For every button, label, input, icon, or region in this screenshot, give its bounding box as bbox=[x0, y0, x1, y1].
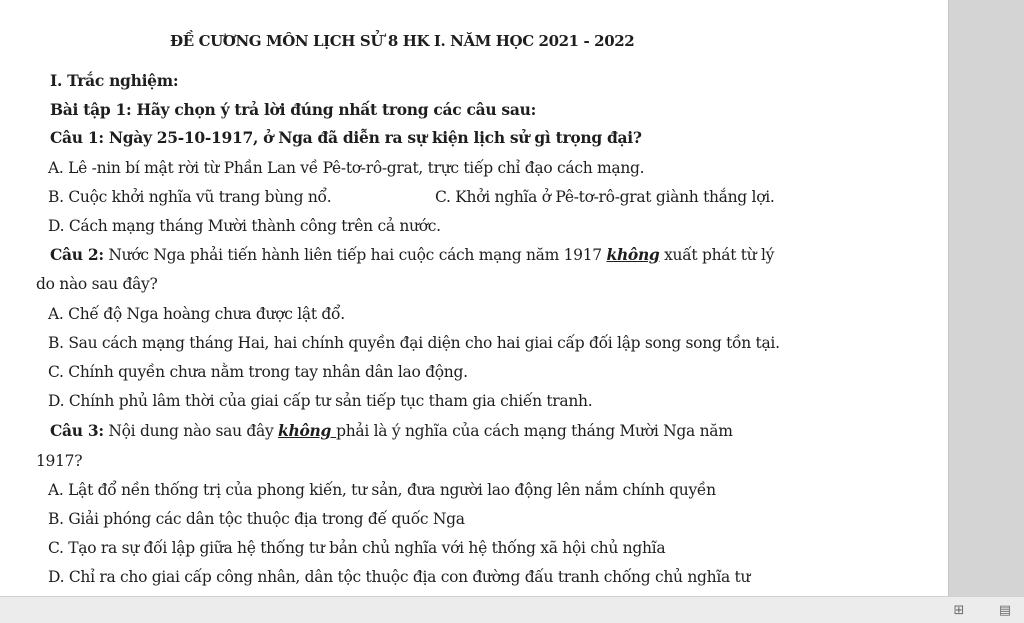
q3-option-b: B. Giải phóng các dân tộc thuộc địa trong đế quốc Nga bbox=[48, 510, 465, 528]
q2-option-c: C. Chính quyền chưa nằm trong tay nhân dân lao động. bbox=[48, 363, 468, 381]
q2-option-d: D. Chính phủ lâm thời của giai cấp tư sản tiếp tục tham gia chiến tranh. bbox=[48, 392, 593, 410]
q2-option-b: B. Sau cách mạng tháng Hai, hai chính quyền đại diện cho hai giai cấp đối lập song song tồn tại. bbox=[48, 334, 780, 352]
q3-emphasis: không bbox=[278, 421, 337, 440]
question-3 bbox=[50, 421, 733, 441]
status-bar bbox=[0, 596, 1024, 623]
q1-option-c: C. Khởi nghĩa ở Pê-tơ-rô-grat giành thắng lợi. bbox=[435, 188, 775, 206]
question-3-continued: 1917? bbox=[36, 452, 83, 470]
section-heading: I. Trắc nghiệm: bbox=[50, 71, 179, 90]
q3-text-post: phải là ý nghĩa của cách mạng tháng Mười Nga năm bbox=[336, 422, 733, 440]
q3-option-c: C. Tạo ra sự đối lập giữa hệ thống tư bản chủ nghĩa với hệ thống xã hội chủ nghĩa bbox=[48, 539, 666, 557]
q3-label: Câu 3: bbox=[50, 421, 104, 440]
exercise-heading: Bài tập 1: Hãy chọn ý trả lời đúng nhất trong các câu sau: bbox=[50, 100, 536, 119]
q1-option-a: A. Lê -nin bí mật rời từ Phần Lan về Pê-tơ-rô-grat, trực tiếp chỉ đạo cách mạng. bbox=[48, 159, 645, 177]
right-gutter bbox=[948, 0, 1024, 596]
document-title: ĐỀ CƯƠNG MÔN LỊCH SỬ 8 HK I. NĂM HỌC 2021 - 2022 bbox=[170, 32, 635, 50]
question-2 bbox=[50, 245, 774, 265]
q1-option-b: B. Cuộc khởi nghĩa vũ trang bùng nổ. bbox=[48, 188, 332, 206]
q3-option-d: D. Chỉ ra cho giai cấp công nhân, dân tộc thuộc địa con đường đấu tranh chống chủ nghĩa tư bbox=[48, 568, 751, 586]
q2-text-post: xuất phát từ lý bbox=[659, 246, 775, 264]
q2-text-pre: Nước Nga phải tiến hành liên tiếp hai cuộc cách mạng năm 1917 bbox=[103, 246, 607, 264]
question-1: Câu 1: Ngày 25-10-1917, ở Nga đã diễn ra sự kiện lịch sử gì trọng đại? bbox=[50, 128, 642, 147]
view-icon[interactable]: ▤ bbox=[998, 602, 1012, 618]
q2-option-a: A. Chế độ Nga hoàng chưa được lật đổ. bbox=[48, 305, 345, 323]
q1-option-d: D. Cách mạng tháng Mười thành công trên cả nước. bbox=[48, 217, 441, 235]
q3-option-a: A. Lật đổ nền thống trị của phong kiến, tư sản, đưa người lao động lên nắm chính quyền bbox=[48, 481, 716, 499]
q3-text-pre: Nội dung nào sau đây bbox=[103, 422, 279, 440]
q2-emphasis: không bbox=[606, 245, 660, 264]
layout-icon[interactable]: ⊞ bbox=[953, 602, 965, 618]
q2-label: Câu 2: bbox=[50, 245, 104, 264]
question-2-continued: do nào sau đây? bbox=[36, 275, 158, 293]
